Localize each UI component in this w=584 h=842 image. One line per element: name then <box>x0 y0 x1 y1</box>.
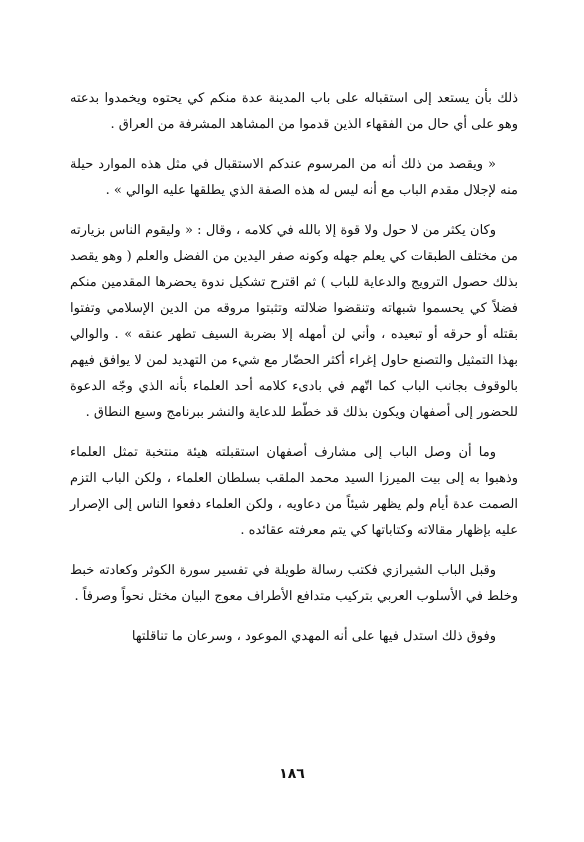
paragraph-1: ذلك بأن يستعد إلى استقباله على باب المدينة عدة منكم كي يحتوه ويخمدوا بدعته وهو على أي حال من الفقهاء الذين قدموا من المشاهد المشرفة من العراق . <box>70 91 518 132</box>
paragraph-6: وفوق ذلك استدل فيها على أنه المهدي الموعود ، وسرعان ما تناقلتها <box>131 629 496 644</box>
paragraph-2: « ويقصد من ذلك أنه من المرسوم عندكم الاستقبال في مثل هذه الموارد حيلة منه لإجلال مقدم الباب مع أنه ليس له هذه الصفة الذي يطلقها عليه الوالي » . <box>70 157 518 198</box>
paragraph-3: وكان يكثر من لا حول ولا قوة إلا بالله في كلامه ، وقال : « وليقوم الناس بزيارته من مختلف الطبقات كي يعلم جهله وكونه صفر اليدين من الفضل والعلم ( وهو يقصد بذلك حصول الترويج والدعاية للباب ) ثم اقترح تشكيل ندوة يحضرها المقدمين منكم فضلاً كي يحسموا شبهاته وتنقضوا ضلالته وتثبتوا مروقه من الدين الإسلامي وتفتوا بقتله أو حرقه أو تبعيده ، وأني لن أمهله إلا بضربة السيف تطهر عنقه » . والوالي بهذا التمثيل والتصنع حاول إغراء أكثر الحضّار مع شيء من التهديد لمن لا يوافق فيهم بالوقوف بجانب الباب كما اتّهم في بادىء كلامه أحد العلماء بأنه الذي وجّه الدعوة للحضور إلى أصفهان ويكون بذلك قد خطّط للدعاية والنشر ببرنامج وسيع النطاق . <box>70 223 518 420</box>
document-page <box>70 86 518 664</box>
paragraph-5: وقبل الباب الشيرازي فكتب رسالة طويلة في تفسير سورة الكوثر وكعادته خبط وخلط في الأسلوب العربي بتركيب متدافع الأطراف معوج البيان مختل نحواً وصرفاً . <box>70 563 518 604</box>
paragraph-4: وما أن وصل الباب إلى مشارف أصفهان استقبلته هيئة منتخبة تمثل العلماء وذهبوا به إلى بيت الميرزا السيد محمد الملقب بسلطان العلماء ، ولكن الباب التزم الصمت عدة أيام ولم يظهر شيئاً من دعاويه ، ولكن العلماء دفعوا الناس إلى الإصرار عليه بإظهار مقالاته وكتاباتها كي يتم معرفته عقائده . <box>70 445 518 538</box>
page-number: ١٨٦ <box>279 766 305 782</box>
